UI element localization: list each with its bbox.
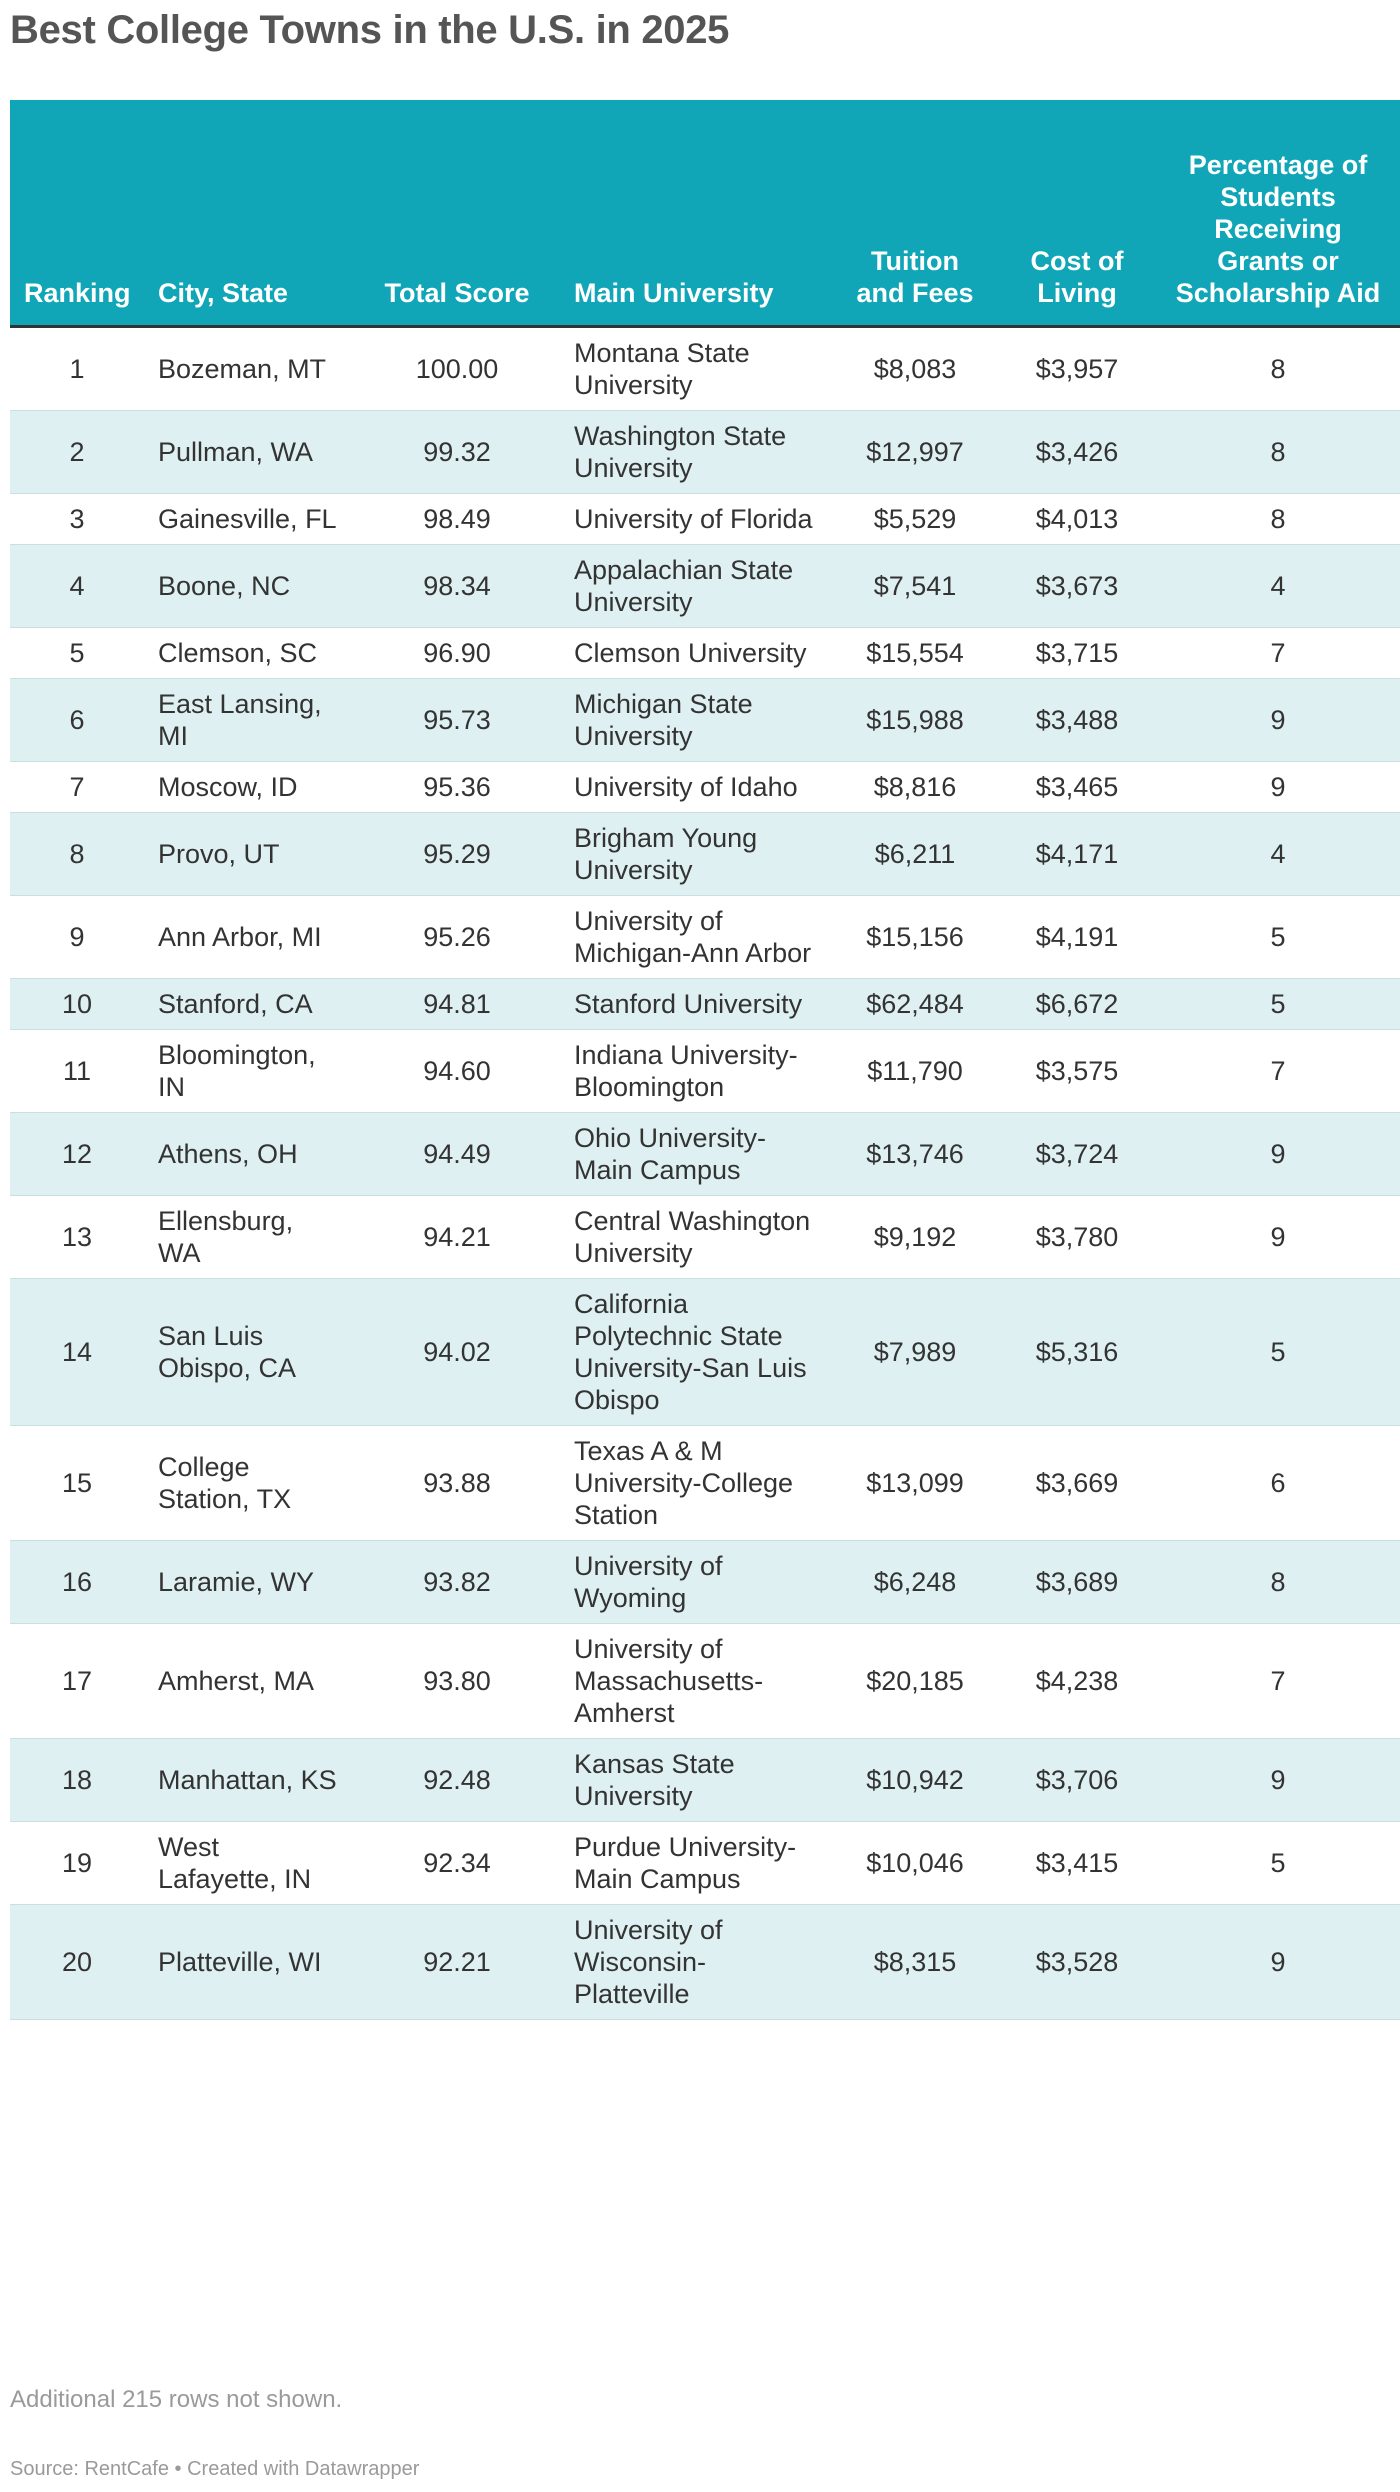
cell-grant-percentage: 8 bbox=[1156, 326, 1400, 410]
column-header-grant-percentage[interactable]: Percentage of Students Receiving Grants or Scholarship Aid bbox=[1156, 100, 1400, 326]
cell-grant-percentage: 5 bbox=[1156, 1821, 1400, 1904]
table-row bbox=[10, 1738, 1400, 1821]
cell-total-score: 92.48 bbox=[354, 1738, 560, 1821]
column-header-tuition[interactable]: Tuition and Fees bbox=[832, 100, 998, 326]
column-header-university[interactable]: Main University bbox=[560, 100, 832, 326]
rows-hidden-note: Additional 215 rows not shown. bbox=[10, 2386, 343, 2413]
cell-grant-percentage: 9 bbox=[1156, 1112, 1400, 1195]
table-row bbox=[10, 978, 1400, 1029]
cell-university: Central Washington University bbox=[560, 1195, 832, 1278]
cell-tuition: $11,790 bbox=[832, 1029, 998, 1112]
cell-tuition: $8,816 bbox=[832, 761, 998, 812]
cell-grant-percentage: 4 bbox=[1156, 812, 1400, 895]
cell-tuition: $10,046 bbox=[832, 1821, 998, 1904]
cell-tuition: $13,746 bbox=[832, 1112, 998, 1195]
cell-city: College Station, TX bbox=[144, 1425, 354, 1540]
cell-city: Manhattan, KS bbox=[144, 1738, 354, 1821]
cell-cost-of-living: $3,488 bbox=[998, 678, 1156, 761]
cell-city: Bozeman, MT bbox=[144, 326, 354, 410]
cell-tuition: $15,156 bbox=[832, 895, 998, 978]
cell-ranking: 1 bbox=[10, 326, 144, 410]
cell-cost-of-living: $3,780 bbox=[998, 1195, 1156, 1278]
cell-cost-of-living: $3,669 bbox=[998, 1425, 1156, 1540]
table-row bbox=[10, 1540, 1400, 1623]
column-header-cost-of-living[interactable]: Cost of Living bbox=[998, 100, 1156, 326]
cell-ranking: 7 bbox=[10, 761, 144, 812]
cell-ranking: 2 bbox=[10, 410, 144, 493]
table-row bbox=[10, 1278, 1400, 1425]
cell-cost-of-living: $3,715 bbox=[998, 627, 1156, 678]
cell-tuition: $7,541 bbox=[832, 544, 998, 627]
cell-ranking: 6 bbox=[10, 678, 144, 761]
table-body bbox=[10, 326, 1400, 2019]
cell-total-score: 98.49 bbox=[354, 493, 560, 544]
cell-cost-of-living: $3,706 bbox=[998, 1738, 1156, 1821]
cell-university: Brigham Young University bbox=[560, 812, 832, 895]
cell-grant-percentage: 4 bbox=[1156, 544, 1400, 627]
cell-tuition: $8,083 bbox=[832, 326, 998, 410]
table-row bbox=[10, 895, 1400, 978]
cell-tuition: $8,315 bbox=[832, 1904, 998, 2019]
cell-cost-of-living: $3,528 bbox=[998, 1904, 1156, 2019]
cell-grant-percentage: 9 bbox=[1156, 761, 1400, 812]
table-row bbox=[10, 678, 1400, 761]
cell-grant-percentage: 9 bbox=[1156, 1738, 1400, 1821]
cell-city: San Luis Obispo, CA bbox=[144, 1278, 354, 1425]
cell-ranking: 15 bbox=[10, 1425, 144, 1540]
cell-university: University of Wisconsin-Platteville bbox=[560, 1904, 832, 2019]
cell-grant-percentage: 7 bbox=[1156, 1623, 1400, 1738]
cell-tuition: $5,529 bbox=[832, 493, 998, 544]
cell-university: Michigan State University bbox=[560, 678, 832, 761]
cell-tuition: $9,192 bbox=[832, 1195, 998, 1278]
cell-city: Moscow, ID bbox=[144, 761, 354, 812]
cell-grant-percentage: 5 bbox=[1156, 978, 1400, 1029]
cell-tuition: $7,989 bbox=[832, 1278, 998, 1425]
cell-tuition: $62,484 bbox=[832, 978, 998, 1029]
cell-cost-of-living: $3,415 bbox=[998, 1821, 1156, 1904]
cell-total-score: 99.32 bbox=[354, 410, 560, 493]
cell-university: Stanford University bbox=[560, 978, 832, 1029]
cell-cost-of-living: $6,672 bbox=[998, 978, 1156, 1029]
cell-cost-of-living: $3,724 bbox=[998, 1112, 1156, 1195]
cell-university: Montana State University bbox=[560, 326, 832, 410]
cell-university: University of Massachusetts-Amherst bbox=[560, 1623, 832, 1738]
cell-city: Provo, UT bbox=[144, 812, 354, 895]
cell-ranking: 20 bbox=[10, 1904, 144, 2019]
table-row bbox=[10, 627, 1400, 678]
table-row bbox=[10, 1425, 1400, 1540]
cell-total-score: 92.34 bbox=[354, 1821, 560, 1904]
cell-cost-of-living: $3,465 bbox=[998, 761, 1156, 812]
cell-total-score: 95.73 bbox=[354, 678, 560, 761]
cell-ranking: 5 bbox=[10, 627, 144, 678]
cell-grant-percentage: 5 bbox=[1156, 895, 1400, 978]
cell-university: Appalachian State University bbox=[560, 544, 832, 627]
table-row bbox=[10, 493, 1400, 544]
table-row bbox=[10, 1112, 1400, 1195]
source-footer: Source: RentCafe • Created with Datawrapper bbox=[10, 2458, 420, 2480]
cell-total-score: 94.81 bbox=[354, 978, 560, 1029]
cell-ranking: 14 bbox=[10, 1278, 144, 1425]
cell-tuition: $6,248 bbox=[832, 1540, 998, 1623]
cell-tuition: $15,988 bbox=[832, 678, 998, 761]
cell-cost-of-living: $3,575 bbox=[998, 1029, 1156, 1112]
cell-grant-percentage: 5 bbox=[1156, 1278, 1400, 1425]
cell-total-score: 100.00 bbox=[354, 326, 560, 410]
cell-cost-of-living: $5,316 bbox=[998, 1278, 1156, 1425]
cell-tuition: $6,211 bbox=[832, 812, 998, 895]
cell-tuition: $15,554 bbox=[832, 627, 998, 678]
cell-university: California Polytechnic State University-San Luis Obispo bbox=[560, 1278, 832, 1425]
cell-city: Clemson, SC bbox=[144, 627, 354, 678]
table-row bbox=[10, 544, 1400, 627]
cell-city: Athens, OH bbox=[144, 1112, 354, 1195]
cell-university: Ohio University-Main Campus bbox=[560, 1112, 832, 1195]
cell-ranking: 17 bbox=[10, 1623, 144, 1738]
cell-university: Texas A & M University-College Station bbox=[560, 1425, 832, 1540]
cell-university: University of Idaho bbox=[560, 761, 832, 812]
cell-ranking: 12 bbox=[10, 1112, 144, 1195]
cell-grant-percentage: 7 bbox=[1156, 1029, 1400, 1112]
cell-ranking: 13 bbox=[10, 1195, 144, 1278]
cell-total-score: 92.21 bbox=[354, 1904, 560, 2019]
cell-grant-percentage: 6 bbox=[1156, 1425, 1400, 1540]
table-row bbox=[10, 1623, 1400, 1738]
table-row bbox=[10, 410, 1400, 493]
column-header-city[interactable]: City, State bbox=[144, 100, 354, 326]
cell-grant-percentage: 9 bbox=[1156, 1904, 1400, 2019]
cell-total-score: 94.21 bbox=[354, 1195, 560, 1278]
cell-ranking: 4 bbox=[10, 544, 144, 627]
cell-ranking: 9 bbox=[10, 895, 144, 978]
cell-tuition: $10,942 bbox=[832, 1738, 998, 1821]
page-title: Best College Towns in the U.S. in 2025 bbox=[10, 8, 730, 52]
cell-grant-percentage: 9 bbox=[1156, 1195, 1400, 1278]
table-row bbox=[10, 812, 1400, 895]
cell-cost-of-living: $3,673 bbox=[998, 544, 1156, 627]
cell-cost-of-living: $4,171 bbox=[998, 812, 1156, 895]
cell-tuition: $13,099 bbox=[832, 1425, 998, 1540]
cell-university: Clemson University bbox=[560, 627, 832, 678]
cell-tuition: $20,185 bbox=[832, 1623, 998, 1738]
cell-university: University of Michigan-Ann Arbor bbox=[560, 895, 832, 978]
cell-university: Purdue University-Main Campus bbox=[560, 1821, 832, 1904]
cell-total-score: 94.02 bbox=[354, 1278, 560, 1425]
cell-total-score: 96.90 bbox=[354, 627, 560, 678]
cell-ranking: 19 bbox=[10, 1821, 144, 1904]
cell-cost-of-living: $3,957 bbox=[998, 326, 1156, 410]
cell-cost-of-living: $4,013 bbox=[998, 493, 1156, 544]
cell-city: Boone, NC bbox=[144, 544, 354, 627]
cell-city: West Lafayette, IN bbox=[144, 1821, 354, 1904]
cell-university: Kansas State University bbox=[560, 1738, 832, 1821]
cell-university: University of Wyoming bbox=[560, 1540, 832, 1623]
cell-city: Ellensburg, WA bbox=[144, 1195, 354, 1278]
cell-university: Washington State University bbox=[560, 410, 832, 493]
table-row bbox=[10, 1821, 1400, 1904]
cell-city: Pullman, WA bbox=[144, 410, 354, 493]
cell-total-score: 93.82 bbox=[354, 1540, 560, 1623]
cell-total-score: 93.88 bbox=[354, 1425, 560, 1540]
cell-total-score: 95.26 bbox=[354, 895, 560, 978]
cell-grant-percentage: 7 bbox=[1156, 627, 1400, 678]
cell-university: University of Florida bbox=[560, 493, 832, 544]
cell-city: Gainesville, FL bbox=[144, 493, 354, 544]
cell-total-score: 94.49 bbox=[354, 1112, 560, 1195]
cell-city: Platteville, WI bbox=[144, 1904, 354, 2019]
cell-total-score: 98.34 bbox=[354, 544, 560, 627]
table-row bbox=[10, 1195, 1400, 1278]
cell-city: East Lansing, MI bbox=[144, 678, 354, 761]
table-row bbox=[10, 761, 1400, 812]
cell-total-score: 94.60 bbox=[354, 1029, 560, 1112]
cell-ranking: 8 bbox=[10, 812, 144, 895]
cell-cost-of-living: $3,689 bbox=[998, 1540, 1156, 1623]
cell-city: Ann Arbor, MI bbox=[144, 895, 354, 978]
cell-ranking: 3 bbox=[10, 493, 144, 544]
cell-grant-percentage: 8 bbox=[1156, 1540, 1400, 1623]
cell-cost-of-living: $4,238 bbox=[998, 1623, 1156, 1738]
cell-cost-of-living: $4,191 bbox=[998, 895, 1156, 978]
rankings-table-container[interactable] bbox=[10, 100, 1381, 2368]
cell-ranking: 11 bbox=[10, 1029, 144, 1112]
cell-grant-percentage: 9 bbox=[1156, 678, 1400, 761]
rankings-table bbox=[10, 100, 1400, 2020]
cell-ranking: 10 bbox=[10, 978, 144, 1029]
cell-total-score: 93.80 bbox=[354, 1623, 560, 1738]
table-row bbox=[10, 326, 1400, 410]
column-header-total-score[interactable]: Total Score bbox=[354, 100, 560, 326]
header-row bbox=[10, 100, 1400, 326]
column-header-ranking[interactable]: Ranking bbox=[10, 100, 144, 326]
cell-city: Bloomington, IN bbox=[144, 1029, 354, 1112]
cell-ranking: 18 bbox=[10, 1738, 144, 1821]
cell-grant-percentage: 8 bbox=[1156, 410, 1400, 493]
cell-city: Amherst, MA bbox=[144, 1623, 354, 1738]
cell-ranking: 16 bbox=[10, 1540, 144, 1623]
table-row bbox=[10, 1029, 1400, 1112]
cell-cost-of-living: $3,426 bbox=[998, 410, 1156, 493]
table-row bbox=[10, 1904, 1400, 2019]
cell-university: Indiana University-Bloomington bbox=[560, 1029, 832, 1112]
cell-total-score: 95.29 bbox=[354, 812, 560, 895]
cell-city: Laramie, WY bbox=[144, 1540, 354, 1623]
cell-city: Stanford, CA bbox=[144, 978, 354, 1029]
cell-tuition: $12,997 bbox=[832, 410, 998, 493]
cell-grant-percentage: 8 bbox=[1156, 493, 1400, 544]
cell-total-score: 95.36 bbox=[354, 761, 560, 812]
